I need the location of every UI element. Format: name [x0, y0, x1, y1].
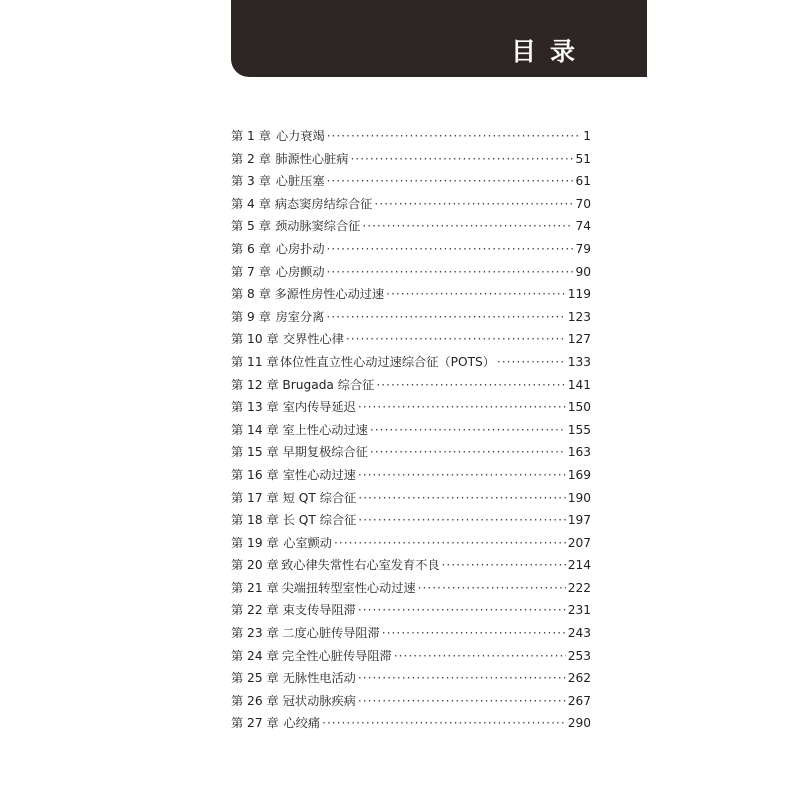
- table-of-contents: [231, 127, 591, 737]
- page-number: 74: [575, 219, 591, 234]
- dot-leader: [358, 603, 566, 617]
- page-number: 119: [567, 287, 591, 302]
- page-number: 214: [567, 558, 591, 573]
- page-number: 123: [567, 309, 591, 324]
- dot-leader: [346, 332, 566, 346]
- chapter-title: Brugada 综合征: [282, 377, 375, 392]
- dot-leader: [327, 174, 574, 188]
- chapter-number: 第 9 章: [231, 309, 271, 324]
- dot-leader: [358, 468, 566, 482]
- dot-leader: [362, 219, 573, 233]
- chapter-number: 第 26 章: [231, 693, 279, 708]
- toc-entry[interactable]: [231, 466, 591, 489]
- page-number: 61: [575, 174, 591, 189]
- dot-leader: [358, 513, 565, 527]
- toc-entry[interactable]: [231, 624, 591, 647]
- toc-entry[interactable]: [231, 127, 591, 150]
- chapter-title: 病态窦房结综合征: [274, 196, 373, 211]
- chapter-title: 室内传导延迟: [282, 400, 356, 415]
- toc-entry[interactable]: [231, 285, 591, 308]
- chapter-number: 第 7 章: [231, 264, 271, 279]
- toc-entry[interactable]: [231, 308, 591, 331]
- chapter-title: 束支传导阻滞: [282, 603, 356, 618]
- chapter-title: 心房颤动: [275, 264, 325, 279]
- dot-leader: [358, 694, 566, 708]
- toc-entry[interactable]: [231, 376, 591, 399]
- dot-leader: [327, 129, 582, 143]
- chapter-title: 室上性心动过速: [282, 422, 368, 437]
- dot-leader: [386, 287, 566, 301]
- dot-leader: [442, 558, 566, 572]
- chapter-title: 完全性心脏传导阻滞: [282, 648, 392, 663]
- page-number: 79: [575, 241, 591, 256]
- toc-entry[interactable]: [231, 421, 591, 444]
- page-number: 267: [567, 693, 591, 708]
- chapter-number: 第 24 章: [231, 648, 279, 663]
- chapter-title: 颈动脉窦综合征: [275, 219, 361, 234]
- chapter-number: 第 10 章: [231, 332, 279, 347]
- chapter-number: 第 23 章: [231, 626, 279, 641]
- page-number: 141: [567, 377, 591, 392]
- chapter-number: 第 8 章: [231, 287, 271, 302]
- toc-entry[interactable]: [231, 263, 591, 286]
- toc-entry[interactable]: [231, 647, 591, 670]
- page-number: 262: [567, 671, 591, 686]
- page-number: 197: [567, 513, 591, 528]
- dot-leader: [394, 649, 566, 663]
- page-number: 155: [567, 422, 591, 437]
- chapter-title: 心室颤动: [283, 535, 332, 550]
- toc-entry[interactable]: [231, 579, 591, 602]
- dot-leader: [327, 242, 574, 256]
- chapter-number: 第 6 章: [231, 241, 271, 256]
- chapter-number: 第 19 章: [231, 535, 279, 550]
- toc-entry[interactable]: [231, 443, 591, 466]
- chapter-title: 多源性房性心动过速: [274, 287, 385, 302]
- chapter-number: 第 12 章: [231, 377, 279, 392]
- page-title: 目录: [510, 37, 589, 66]
- toc-entry[interactable]: [231, 172, 591, 195]
- toc-entry[interactable]: [231, 489, 591, 512]
- page-number: 150: [567, 400, 591, 415]
- dot-leader: [370, 423, 566, 437]
- dot-leader: [326, 310, 565, 324]
- dot-leader: [497, 355, 566, 369]
- chapter-title: 交界性心律: [282, 332, 344, 347]
- chapter-title: 长 QT 综合征: [282, 513, 357, 528]
- chapter-number: 第 27 章: [231, 716, 279, 731]
- chapter-number: 第 2 章: [231, 151, 271, 166]
- chapter-title: 无脉性电活动: [282, 671, 356, 686]
- page-number: 51: [575, 151, 591, 166]
- chapter-title: 致心律失常性右心室发育不良: [281, 558, 440, 573]
- chapter-number: 第 20 章: [231, 558, 279, 573]
- toc-entry[interactable]: [231, 195, 591, 218]
- chapter-number: 第 18 章: [231, 513, 279, 528]
- toc-entry[interactable]: [231, 601, 591, 624]
- page-number: 133: [567, 354, 591, 369]
- chapter-number: 第 16 章: [231, 467, 279, 482]
- dot-leader: [350, 152, 573, 166]
- page-number: 290: [567, 716, 591, 731]
- dot-leader: [374, 197, 573, 211]
- dot-leader: [358, 400, 566, 414]
- page-number: 243: [567, 626, 591, 641]
- chapter-number: 第 11 章: [231, 354, 279, 369]
- chapter-number: 第 1 章: [231, 129, 271, 143]
- toc-entry[interactable]: [231, 556, 591, 579]
- dot-leader: [358, 671, 566, 685]
- toc-entry[interactable]: [231, 330, 591, 353]
- chapter-title: 心脏压塞: [275, 174, 325, 189]
- toc-entry[interactable]: [231, 353, 591, 376]
- dot-leader: [327, 265, 574, 279]
- chapter-number: 第 17 章: [231, 490, 279, 505]
- page-number: 190: [567, 490, 591, 505]
- chapter-title: 房室分离: [275, 309, 325, 324]
- chapter-number: 第 14 章: [231, 422, 279, 437]
- page-number: 90: [575, 264, 591, 279]
- toc-entry[interactable]: [231, 692, 591, 715]
- dot-leader: [376, 378, 565, 392]
- chapter-number: 第 15 章: [231, 445, 279, 460]
- chapter-number: 第 25 章: [231, 671, 279, 686]
- toc-entry[interactable]: [231, 669, 591, 692]
- toc-entry[interactable]: [231, 398, 591, 421]
- chapter-number: 第 3 章: [231, 174, 271, 189]
- chapter-title: 心房扑动: [275, 241, 325, 256]
- chapter-number: 第 21 章: [231, 580, 279, 595]
- dot-leader: [370, 445, 566, 459]
- dot-leader: [334, 536, 566, 550]
- page-number: 207: [567, 535, 591, 550]
- toc-entry[interactable]: [231, 217, 591, 240]
- chapter-title: 体位性直立性心动过速综合征（POTS）: [280, 354, 495, 369]
- toc-entry[interactable]: [231, 511, 591, 534]
- chapter-title: 短 QT 综合征: [282, 490, 357, 505]
- dot-leader: [382, 626, 566, 640]
- chapter-number: 第 4 章: [231, 196, 271, 211]
- page-number: 70: [575, 196, 591, 211]
- dot-leader: [418, 581, 566, 595]
- toc-entry[interactable]: [231, 714, 591, 737]
- chapter-title: 二度心脏传导阻滞: [282, 626, 380, 641]
- page-number: 222: [567, 580, 591, 595]
- page-number: 1: [583, 129, 591, 143]
- page-number: 231: [567, 603, 591, 618]
- header-banner: [231, 0, 647, 77]
- chapter-number: 第 22 章: [231, 603, 279, 618]
- chapter-number: 第 5 章: [231, 219, 271, 234]
- toc-entry[interactable]: [231, 150, 591, 173]
- dot-leader: [322, 716, 566, 730]
- chapter-title: 室性心动过速: [282, 467, 356, 482]
- chapter-title: 早期复极综合征: [282, 445, 368, 460]
- chapter-title: 心力衰竭: [275, 129, 325, 143]
- page-number: 253: [567, 648, 591, 663]
- toc-entry[interactable]: [231, 534, 591, 557]
- page-number: 169: [567, 467, 591, 482]
- chapter-title: 肺源性心脏病: [275, 151, 349, 166]
- page-number: 163: [567, 445, 591, 460]
- toc-entry[interactable]: [231, 240, 591, 263]
- page-number: 127: [567, 332, 591, 347]
- chapter-title: 冠状动脉疾病: [282, 693, 356, 708]
- chapter-number: 第 13 章: [231, 400, 279, 415]
- chapter-title: 尖端扭转型室性心动过速: [281, 580, 416, 595]
- dot-leader: [358, 491, 565, 505]
- chapter-title: 心绞痛: [283, 716, 321, 731]
